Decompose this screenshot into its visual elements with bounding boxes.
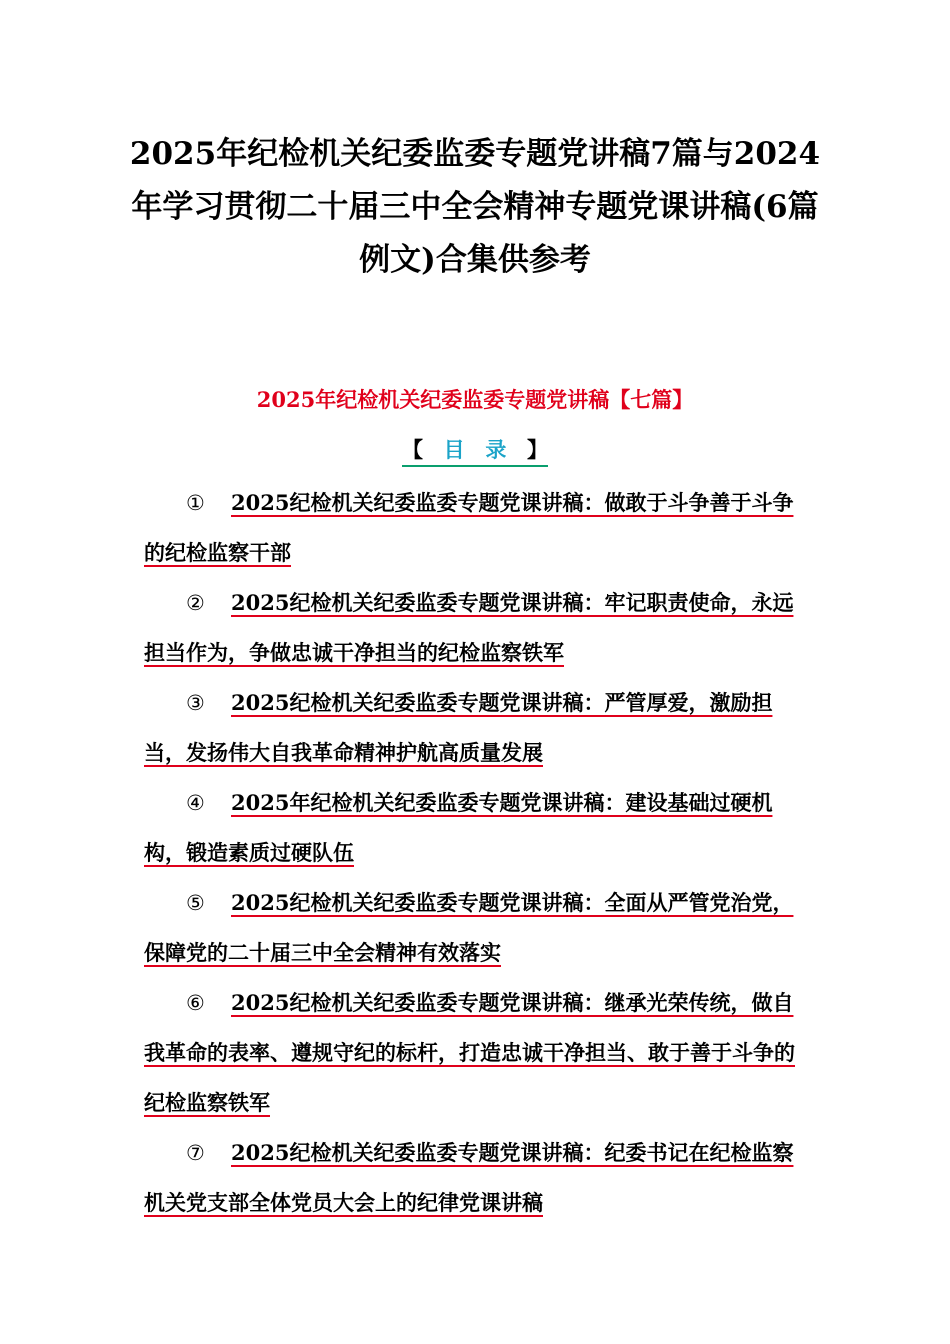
toc-item-link[interactable]: 2025年纪检机关纪委监委专题党课讲稿：建设基础过硬机构，锻造素质过硬队伍 <box>144 790 773 865</box>
toc-item-link[interactable]: 2025纪检机关纪委监委专题党课讲稿：做敢于斗争善于斗争的纪检监察干部 <box>144 490 794 565</box>
toc-heading-open-bracket: 【 <box>402 437 423 462</box>
toc-item-number: ① <box>186 491 205 515</box>
toc-item[interactable] <box>144 578 804 678</box>
toc-item-number: ④ <box>186 791 205 815</box>
toc-item[interactable] <box>144 1128 804 1228</box>
toc-item-number: ③ <box>186 691 205 715</box>
table-of-contents <box>144 478 804 1228</box>
toc-item[interactable] <box>144 678 804 778</box>
toc-item-link[interactable]: 2025纪检机关纪委监委专题党课讲稿：全面从严管党治党，保障党的二十届三中全会精神有效落实 <box>144 890 794 965</box>
toc-heading-word-1: 目 <box>443 437 465 462</box>
toc-item-number: ⑦ <box>186 1141 205 1165</box>
toc-item-link[interactable]: 2025纪检机关纪委监委专题党课讲稿：严管厚爱，激励担当，发扬伟大自我革命精神护航高质量发展 <box>144 690 773 765</box>
toc-item-number: ② <box>186 591 205 615</box>
toc-heading-word-2: 录 <box>485 437 507 462</box>
toc-item[interactable] <box>144 978 804 1128</box>
toc-item-number: ⑥ <box>186 991 205 1015</box>
section-title: 2025年纪检机关纪委监委专题党讲稿【七篇】 <box>256 387 694 412</box>
toc-heading <box>402 434 548 467</box>
toc-item-link[interactable]: 2025纪检机关纪委监委专题党课讲稿：牢记职责使命，永远担当作为，争做忠诚干净担当的纪检监察铁军 <box>144 590 794 665</box>
toc-item-link[interactable]: 2025纪检机关纪委监委专题党课讲稿：继承光荣传统，做自我革命的表率、遵规守纪的标杆，打造忠诚干净担当、敢于善于斗争的纪检监察铁军 <box>144 990 795 1115</box>
toc-item-link[interactable]: 2025纪检机关纪委监委专题党课讲稿：纪委书记在纪检监察机关党支部全体党员大会上的纪律党课讲稿 <box>144 1140 794 1215</box>
document-title: 2025年纪检机关纪委监委专题党讲稿7篇与2024年学习贯彻二十届三中全会精神专题党课讲稿(6篇例文)合集供参考 <box>129 136 821 278</box>
toc-item-number: ⑤ <box>186 891 205 915</box>
toc-item[interactable] <box>144 778 804 878</box>
toc-item[interactable] <box>144 878 804 978</box>
toc-heading-close-bracket: 】 <box>526 437 548 462</box>
toc-item[interactable] <box>144 478 804 578</box>
